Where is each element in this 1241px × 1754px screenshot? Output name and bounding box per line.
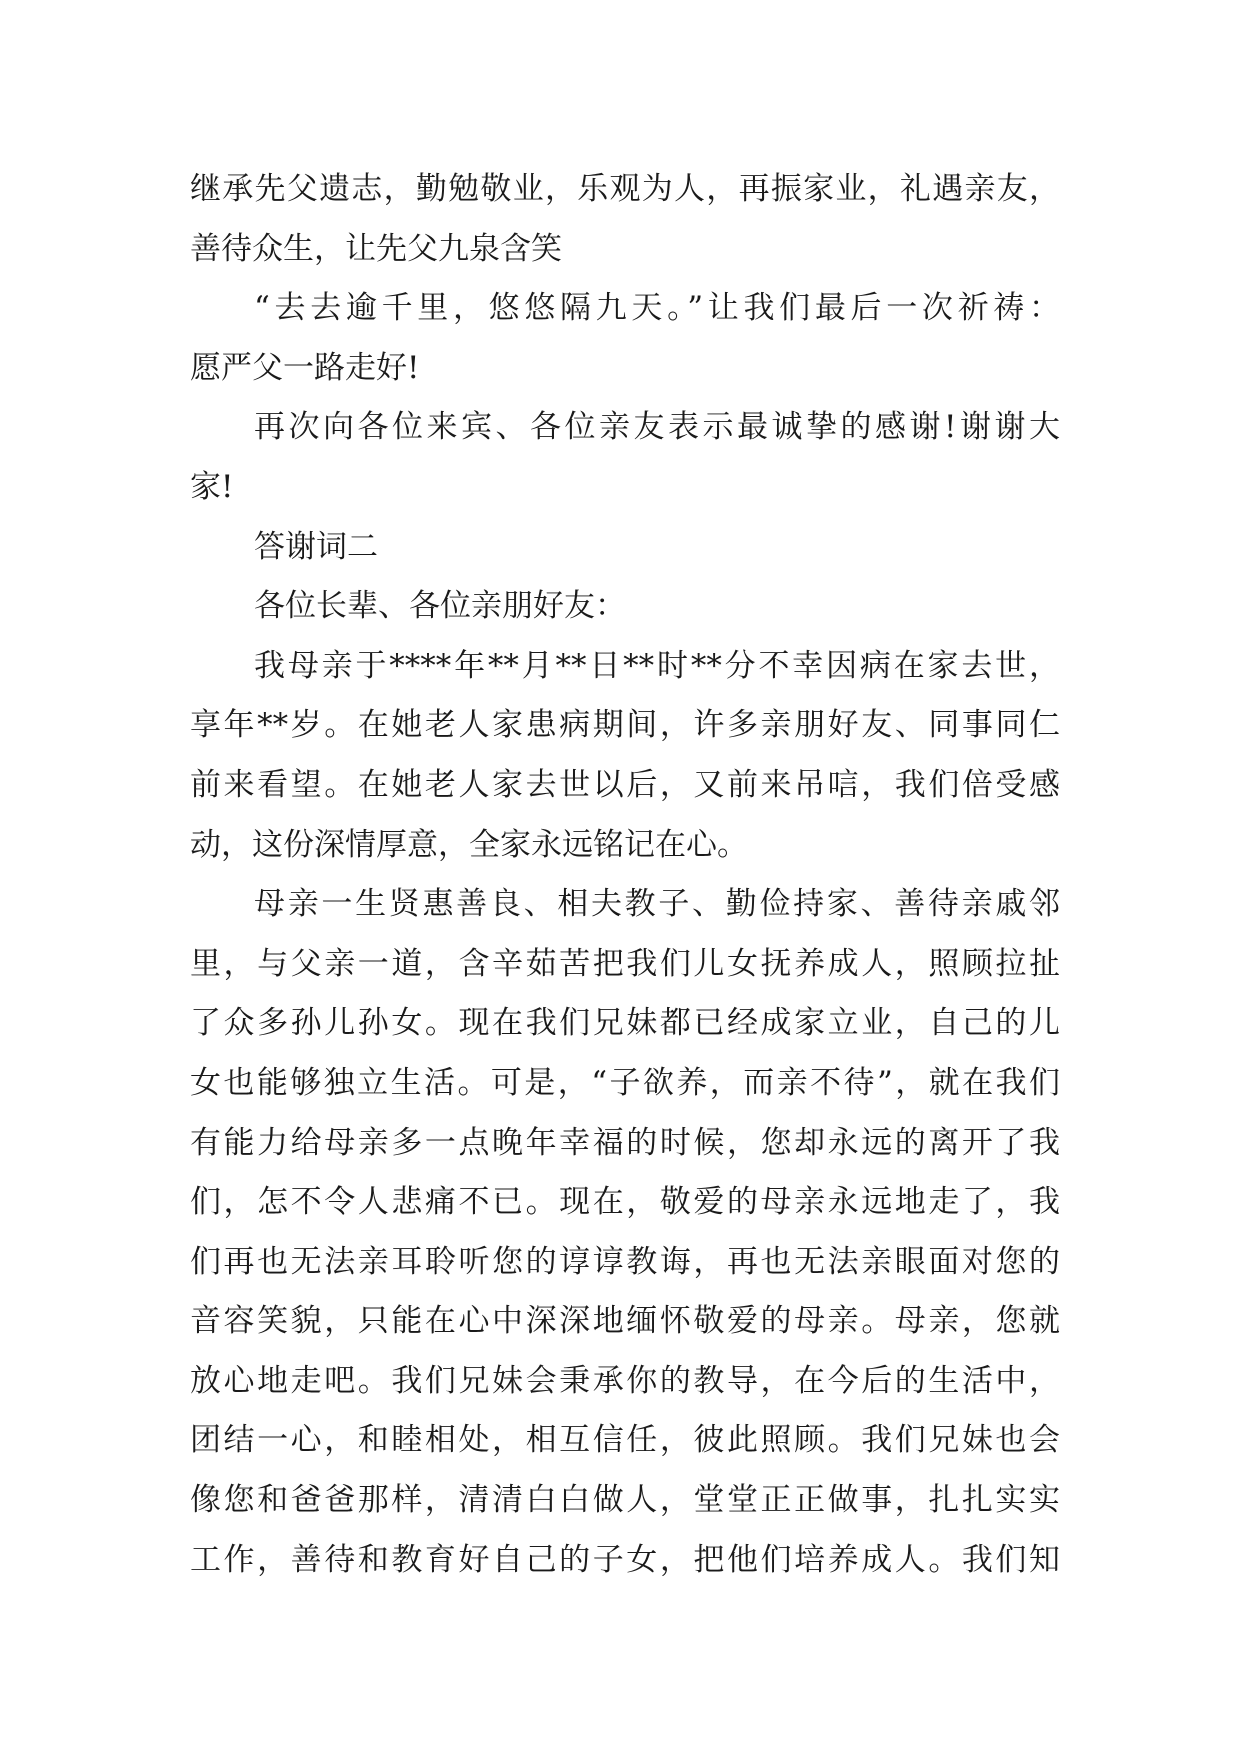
- text-line: 继承先父遗志，勤勉敬业，乐观为人，再振家业，礼遇亲友，: [190, 171, 1060, 207]
- text-line: 们，怎不令人悲痛不已。现在，敬爱的母亲永远地走了，我: [190, 1184, 1060, 1221]
- text-line: 善待众生，让先父九泉含笑: [190, 230, 562, 267]
- text-line: 家!: [190, 468, 234, 505]
- text-line: 音容笑貌，只能在心中深深地缅怀敬爱的母亲。母亲，您就: [190, 1303, 1060, 1340]
- text-line: 前来看望。在她老人家去世以后，又前来吊唁，我们倍受感: [190, 766, 1060, 803]
- text-line: 工作，善待和教育好自己的子女，把他们培养成人。我们知: [190, 1541, 1060, 1578]
- text-line: 我母亲于****年**月**日**时**分不幸因病在家去世，: [254, 647, 1060, 684]
- text-line: “去去逾千里，悠悠隔九天。”让我们最后一次祈祷：: [254, 290, 1060, 327]
- text-line: 女也能够独立生活。可是，“子欲养，而亲不待”，就在我们: [190, 1064, 1060, 1101]
- text-line: 享年**岁。在她老人家患病期间，许多亲朋好友、同事同仁: [190, 707, 1060, 744]
- text-line: 有能力给母亲多一点晚年幸福的时候，您却永远的离开了我: [190, 1124, 1060, 1161]
- document-body: [190, 160, 1060, 1590]
- text-line: 动，这份深情厚意，全家永远铭记在心。: [190, 826, 748, 863]
- text-line: 各位长辈、各位亲朋好友：: [254, 588, 626, 625]
- text-line: 愿严父一路走好!: [190, 349, 420, 386]
- text-line: 放心地走吧。我们兄妹会秉承你的教导，在今后的生活中，: [190, 1362, 1060, 1399]
- text-line: 像您和爸爸那样，清清白白做人，堂堂正正做事，扎扎实实: [190, 1482, 1060, 1519]
- text-line: 再次向各位来宾、各位亲友表示最诚挚的感谢!谢谢大: [254, 409, 1060, 446]
- text-line: 母亲一生贤惠善良、相夫教子、勤俭持家、善待亲戚邻: [254, 886, 1060, 923]
- text-line: 们再也无法亲耳聆听您的谆谆教诲，再也无法亲眼面对您的: [190, 1243, 1060, 1280]
- text-line: 答谢词二: [254, 528, 378, 565]
- text-line: 里，与父亲一道，含辛茹苦把我们儿女抚养成人，照顾拉扯: [190, 945, 1060, 982]
- text-line: 团结一心，和睦相处，相互信任，彼此照顾。我们兄妹也会: [190, 1422, 1060, 1459]
- text-line: 了众多孙儿孙女。现在我们兄妹都已经成家立业，自己的儿: [190, 1005, 1060, 1042]
